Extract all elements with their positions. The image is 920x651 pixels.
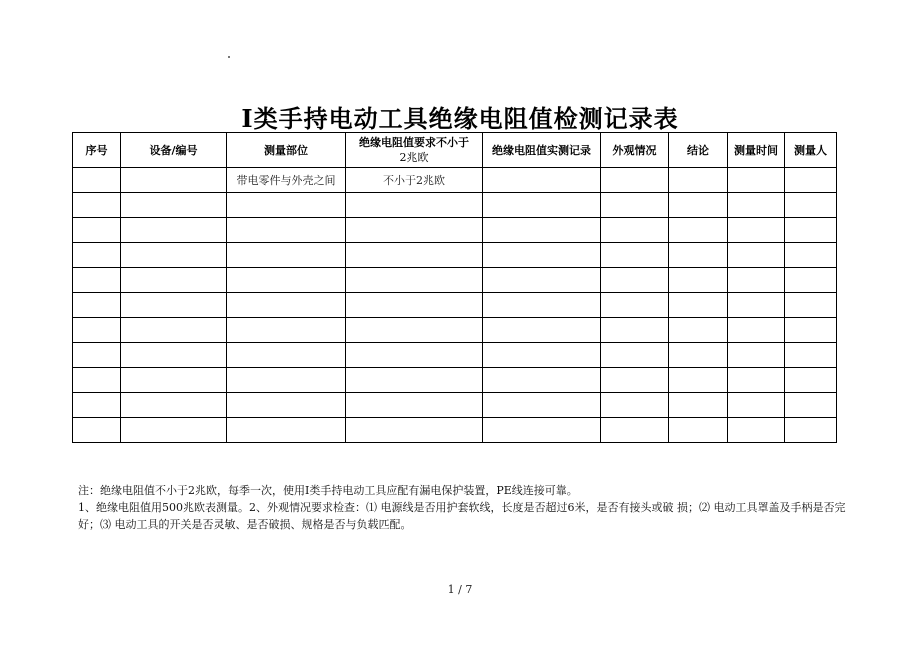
cell-actual[interactable]	[483, 368, 601, 393]
cell-appearance[interactable]	[601, 168, 669, 193]
cell-conclusion[interactable]	[669, 418, 728, 443]
table-row	[73, 393, 837, 418]
cell-seq[interactable]	[73, 293, 121, 318]
cell-requirement[interactable]	[346, 318, 483, 343]
cell-device[interactable]	[121, 418, 227, 443]
cell-appearance[interactable]	[601, 393, 669, 418]
cell-device[interactable]	[121, 168, 227, 193]
cell-time[interactable]	[728, 293, 785, 318]
cell-actual[interactable]	[483, 218, 601, 243]
cell-part[interactable]	[227, 393, 346, 418]
cell-person[interactable]	[785, 168, 837, 193]
cell-appearance[interactable]	[601, 268, 669, 293]
cell-seq[interactable]	[73, 218, 121, 243]
table-row	[73, 193, 837, 218]
cell-person[interactable]	[785, 193, 837, 218]
cell-requirement[interactable]	[346, 418, 483, 443]
cell-time[interactable]	[728, 218, 785, 243]
cell-part[interactable]	[227, 193, 346, 218]
cell-actual[interactable]	[483, 343, 601, 368]
cell-seq[interactable]	[73, 393, 121, 418]
cell-device[interactable]	[121, 368, 227, 393]
cell-seq[interactable]	[73, 193, 121, 218]
cell-person[interactable]	[785, 268, 837, 293]
cell-conclusion[interactable]	[669, 193, 728, 218]
cell-conclusion[interactable]	[669, 218, 728, 243]
cell-actual[interactable]	[483, 418, 601, 443]
record-table	[72, 132, 837, 443]
cell-part[interactable]	[227, 418, 346, 443]
header-requirement-line1: 绝缘电阻值要求不小于	[359, 136, 469, 149]
cell-seq[interactable]	[73, 268, 121, 293]
table-row	[73, 218, 837, 243]
header-appearance: 外观情况	[601, 133, 669, 168]
cell-conclusion[interactable]	[669, 268, 728, 293]
cell-requirement[interactable]	[346, 393, 483, 418]
cell-requirement[interactable]	[346, 193, 483, 218]
notes	[78, 482, 848, 533]
cell-appearance[interactable]	[601, 193, 669, 218]
cell-part[interactable]	[227, 318, 346, 343]
stray-dot	[228, 56, 230, 58]
header-conclusion: 结论	[669, 133, 728, 168]
cell-conclusion[interactable]	[669, 343, 728, 368]
cell-actual[interactable]	[483, 318, 601, 343]
cell-actual[interactable]	[483, 243, 601, 268]
cell-part[interactable]	[227, 243, 346, 268]
header-part: 测量部位	[227, 133, 346, 168]
header-device: 设备/编号	[121, 133, 227, 168]
cell-appearance[interactable]	[601, 218, 669, 243]
header-requirement-line2: 2兆欧	[399, 151, 429, 164]
table-row	[73, 343, 837, 368]
cell-actual[interactable]	[483, 268, 601, 293]
cell-device[interactable]	[121, 268, 227, 293]
cell-person[interactable]	[785, 293, 837, 318]
cell-conclusion[interactable]	[669, 393, 728, 418]
cell-seq[interactable]	[73, 418, 121, 443]
header-row	[73, 133, 837, 168]
header-requirement	[346, 133, 483, 168]
cell-actual[interactable]	[483, 393, 601, 418]
cell-requirement[interactable]	[346, 268, 483, 293]
cell-part[interactable]	[227, 293, 346, 318]
cell-part[interactable]	[227, 343, 346, 368]
cell-person[interactable]	[785, 218, 837, 243]
table-row	[73, 318, 837, 343]
cell-person[interactable]	[785, 393, 837, 418]
cell-seq[interactable]	[73, 168, 121, 193]
cell-appearance[interactable]	[601, 318, 669, 343]
cell-time[interactable]	[728, 268, 785, 293]
cell-person[interactable]	[785, 343, 837, 368]
cell-conclusion[interactable]	[669, 368, 728, 393]
cell-time[interactable]	[728, 193, 785, 218]
cell-conclusion[interactable]	[669, 243, 728, 268]
cell-person[interactable]	[785, 418, 837, 443]
table-row	[73, 368, 837, 393]
header-actual: 绝缘电阻值实测记录	[483, 133, 601, 168]
cell-requirement[interactable]	[346, 218, 483, 243]
table-row	[73, 168, 837, 193]
page-number: 1 / 7	[447, 583, 473, 596]
note-line-1: 注：绝缘电阻值不小于2兆欧，每季一次，使用Ⅰ类手持电动工具应配有漏电保护装置，PE线连接可靠。	[78, 484, 578, 497]
cell-person[interactable]	[785, 318, 837, 343]
cell-time[interactable]	[728, 368, 785, 393]
table-row	[73, 293, 837, 318]
cell-conclusion[interactable]	[669, 293, 728, 318]
cell-device[interactable]	[121, 318, 227, 343]
cell-actual[interactable]	[483, 293, 601, 318]
cell-appearance[interactable]	[601, 343, 669, 368]
header-person: 测量人	[785, 133, 837, 168]
cell-requirement[interactable]	[346, 368, 483, 393]
page-title: Ⅰ类手持电动工具绝缘电阻值检测记录表	[241, 104, 679, 133]
table-row	[73, 268, 837, 293]
cell-requirement[interactable]	[346, 243, 483, 268]
header-time: 测量时间	[728, 133, 785, 168]
cell-time[interactable]	[728, 393, 785, 418]
cell-actual[interactable]	[483, 168, 601, 193]
cell-device[interactable]	[121, 293, 227, 318]
note-line-2: 1、绝缘电阻值用500兆欧表测量。2、外观情况要求检查：⑴ 电源线是否用护套软线，长度是否超过6米，是否有接头或破 损；⑵ 电动工具罩盖及手柄是否完好；⑶ 电动工具的开关是否灵敏、是否破损、规格是否与负载匹配。	[78, 501, 846, 531]
cell-appearance[interactable]	[601, 293, 669, 318]
header-seq: 序号	[73, 133, 121, 168]
cell-actual[interactable]	[483, 193, 601, 218]
cell-device[interactable]	[121, 343, 227, 368]
cell-time[interactable]	[728, 168, 785, 193]
cell-device[interactable]	[121, 218, 227, 243]
cell-part[interactable]	[227, 268, 346, 293]
cell-requirement: 不小于2兆欧	[346, 168, 483, 193]
cell-time[interactable]	[728, 343, 785, 368]
cell-device[interactable]	[121, 393, 227, 418]
cell-seq[interactable]	[73, 243, 121, 268]
cell-time[interactable]	[728, 243, 785, 268]
cell-appearance[interactable]	[601, 418, 669, 443]
cell-requirement[interactable]	[346, 293, 483, 318]
cell-appearance[interactable]	[601, 368, 669, 393]
table-row	[73, 418, 837, 443]
cell-time[interactable]	[728, 418, 785, 443]
cell-seq[interactable]	[73, 368, 121, 393]
cell-seq[interactable]	[73, 343, 121, 368]
cell-person[interactable]	[785, 368, 837, 393]
cell-part: 带电零件与外壳之间	[227, 168, 346, 193]
cell-conclusion[interactable]	[669, 318, 728, 343]
cell-requirement[interactable]	[346, 343, 483, 368]
cell-conclusion[interactable]	[669, 168, 728, 193]
cell-device[interactable]	[121, 193, 227, 218]
cell-appearance[interactable]	[601, 243, 669, 268]
cell-seq[interactable]	[73, 318, 121, 343]
cell-device[interactable]	[121, 243, 227, 268]
cell-time[interactable]	[728, 318, 785, 343]
cell-part[interactable]	[227, 368, 346, 393]
cell-part[interactable]	[227, 218, 346, 243]
table-row	[73, 243, 837, 268]
cell-person[interactable]	[785, 243, 837, 268]
